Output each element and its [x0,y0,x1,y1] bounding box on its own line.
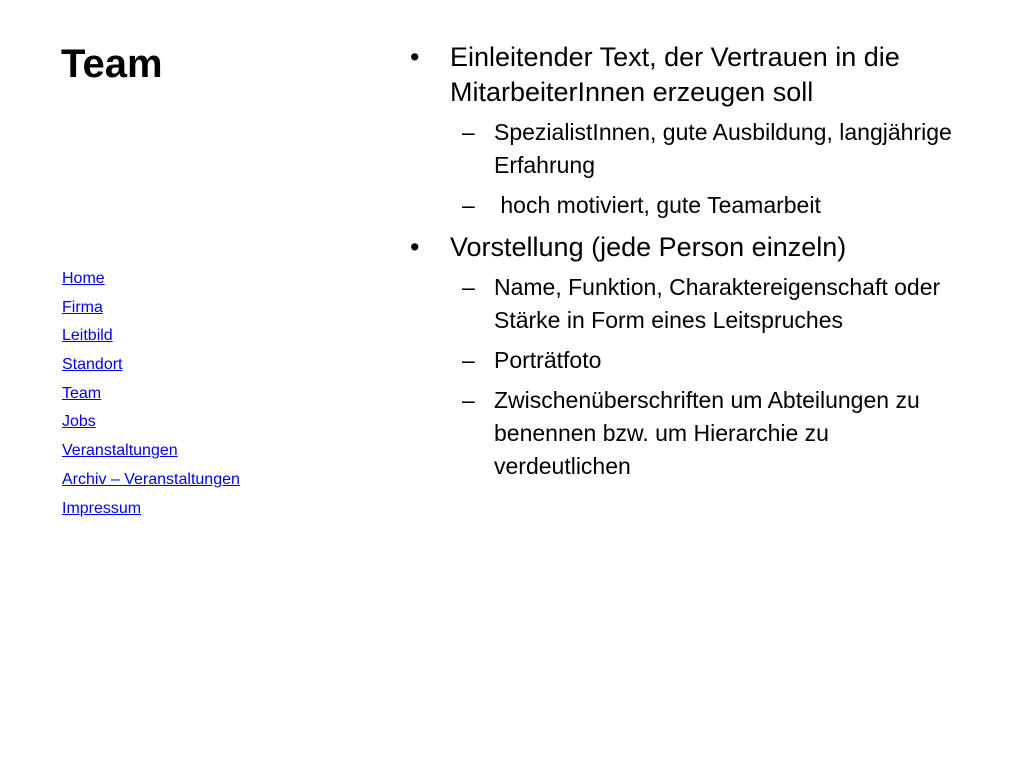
dash-icon: – [462,274,475,300]
nav-link-home[interactable]: Home [62,270,105,287]
nav-item-firma [62,297,240,326]
nav-link-standort[interactable]: Standort [62,356,123,374]
sub-bullet-text: SpezialistInnen, gute Ausbildung, langjährige Erfahrung [494,119,952,178]
dash-icon: – [462,387,475,413]
nav-link-team[interactable]: Team [62,384,102,402]
sub-bullet-item [450,271,970,337]
nav-item-home [62,268,240,297]
bullet-text: Einleitender Text, der Vertrauen in die MitarbeiterInnen erzeugen soll [450,42,900,107]
sub-bullet-item [450,344,970,377]
sub-bullet-item [450,116,970,182]
sub-bullet-text: hoch motiviert, gute Teamarbeit [494,192,821,218]
nav-link-impressum[interactable]: Impressum [62,499,142,517]
nav-link-leitbild[interactable]: Leitbild [62,327,113,345]
sub-bullet-list [450,116,970,222]
bullet-dot-icon: • [410,232,420,262]
bullet-item [410,230,970,483]
sub-bullet-text: Name, Funktion, Charaktereigenschaft oder Stärke in Form eines Leitspruches [494,274,941,333]
nav-item-veranstaltungen [62,440,240,469]
slide-title: Team [61,42,163,86]
bullet-dot-icon: • [410,42,420,72]
dash-icon: – [462,119,475,145]
sub-bullet-item [450,384,970,483]
bullet-text: Vorstellung (jede Person einzeln) [450,232,847,262]
content-bullet-list [410,40,970,491]
sub-bullet-item [450,189,970,222]
dash-icon: – [462,192,475,218]
nav-item-impressum [62,498,240,527]
nav-item-leitbild [62,325,240,354]
nav-link-archiv-veranstaltungen[interactable]: Archiv – Veranstaltungen [62,470,240,488]
nav-link-list [62,268,240,526]
sub-bullet-list [450,271,970,483]
sub-bullet-text: Porträtfoto [494,347,602,373]
sub-bullet-text: Zwischenüberschriften um Abteilungen zu benennen bzw. um Hierarchie zu verdeutlichen [494,387,920,479]
nav-item-team [62,383,240,412]
nav-item-standort [62,354,240,383]
bullet-item [410,40,970,222]
nav-link-veranstaltungen[interactable]: Veranstaltungen [62,442,178,460]
nav-item-archiv [62,469,240,498]
nav-link-jobs[interactable]: Jobs [62,413,96,431]
nav-item-jobs [62,411,240,440]
dash-icon: – [462,347,475,373]
nav-link-firma[interactable]: Firma [62,298,103,316]
